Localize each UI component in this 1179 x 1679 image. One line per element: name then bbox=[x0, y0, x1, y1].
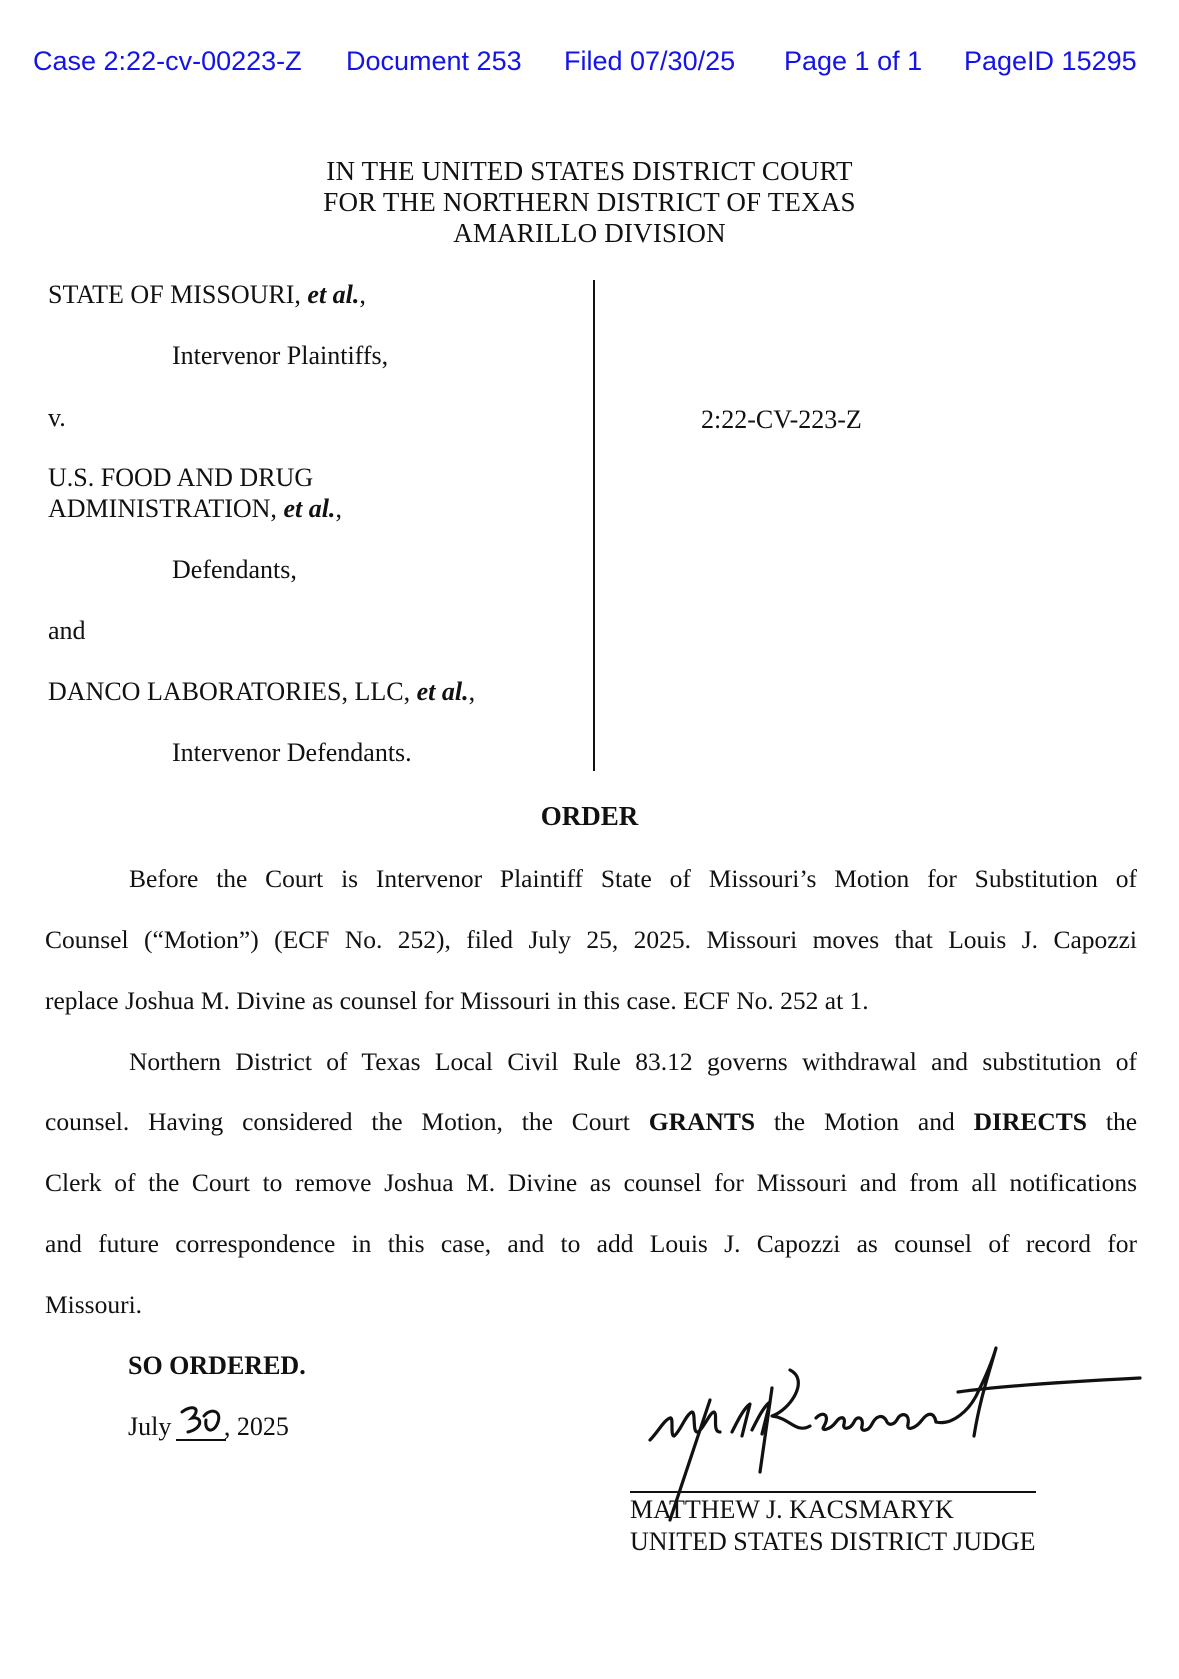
plaintiff-role: Intervenor Plaintiffs, bbox=[172, 341, 389, 370]
paragraph2-line1: Northern District of Texas Local Civil Rule 83.12 governs withdrawal and substitution of bbox=[129, 1047, 1137, 1076]
court-district-line: FOR THE NORTHERN DISTRICT OF TEXAS bbox=[323, 187, 856, 217]
paragraph2-text-a: counsel. Having considered the Motion, the Court bbox=[45, 1107, 630, 1136]
judge-title: UNITED STATES DISTRICT JUDGE bbox=[630, 1527, 1036, 1556]
paragraph2-text-e: the bbox=[1105, 1107, 1138, 1136]
plaintiff-party bbox=[48, 279, 366, 310]
handwritten-date-day bbox=[178, 1414, 224, 1442]
paragraph1-line3: replace Joshua M. Divine as counsel for Missouri in this case. ECF No. 252 at 1. bbox=[45, 986, 869, 1015]
defendant-role: Defendants, bbox=[172, 555, 297, 584]
intervenor-defendant-role: Intervenor Defendants. bbox=[172, 738, 412, 767]
handwritten-day-glyph bbox=[174, 1400, 230, 1448]
conjunction-and: and bbox=[48, 616, 86, 645]
header-filed-date: Filed 07/30/25 bbox=[564, 46, 736, 76]
defendant-comma: , bbox=[335, 494, 342, 523]
court-name-line: IN THE UNITED STATES DISTRICT COURT bbox=[326, 156, 853, 186]
case-number: 2:22-CV-223-Z bbox=[701, 405, 862, 434]
directs-emphasis: DIRECTS bbox=[973, 1107, 1087, 1136]
intervenor-defendant-party bbox=[48, 676, 475, 707]
paragraph2-line2 bbox=[45, 1106, 1137, 1137]
grants-emphasis: GRANTS bbox=[648, 1107, 756, 1136]
paragraph2-line3: Clerk of the Court to remove Joshua M. Divine as counsel for Missouri and from all notifications bbox=[45, 1168, 1137, 1197]
caption-divider bbox=[593, 280, 595, 771]
signature-line bbox=[630, 1491, 1036, 1493]
order-date bbox=[128, 1412, 289, 1442]
plaintiff-et-al: et al. bbox=[307, 280, 360, 309]
paragraph1-line2: Counsel (“Motion”) (ECF No. 252), filed July 25, 2025. Missouri moves that Louis J. Capozzi bbox=[45, 925, 1137, 954]
plaintiff-name: STATE OF MISSOURI, bbox=[48, 280, 301, 309]
so-ordered: SO ORDERED. bbox=[128, 1351, 306, 1380]
paragraph2-line4: and future correspondence in this case, and to add Louis J. Capozzi as counsel of record for bbox=[45, 1229, 1137, 1258]
defendant-name-line1: U.S. FOOD AND DRUG bbox=[48, 463, 314, 492]
defendant-party bbox=[48, 493, 342, 524]
header-page-id: PageID 15295 bbox=[964, 46, 1137, 76]
header-case-number: Case 2:22-cv-00223-Z bbox=[33, 46, 302, 76]
paragraph1-line1: Before the Court is Intervenor Plaintiff State of Missouri’s Motion for Substitution of bbox=[129, 864, 1137, 893]
header-document-number: Document 253 bbox=[346, 46, 522, 76]
defendant-name-line2: ADMINISTRATION, bbox=[48, 494, 277, 523]
date-month: July bbox=[128, 1412, 172, 1441]
versus: v. bbox=[48, 403, 66, 432]
defendant-et-al: et al. bbox=[283, 494, 336, 523]
court-division-line: AMARILLO DIVISION bbox=[453, 218, 726, 248]
judge-name: MATTHEW J. KACSMARYK bbox=[630, 1495, 954, 1524]
intervenor-defendant-name: DANCO LABORATORIES, LLC, bbox=[48, 677, 411, 706]
ecf-header bbox=[0, 46, 1179, 86]
header-page-count: Page 1 of 1 bbox=[784, 46, 923, 76]
date-year: , 2025 bbox=[223, 1412, 289, 1441]
paragraph2-line5: Missouri. bbox=[45, 1290, 143, 1319]
paragraph2-text-c: the Motion and bbox=[773, 1107, 955, 1136]
court-caption bbox=[0, 156, 1179, 249]
intervenor-defendant-comma: , bbox=[468, 677, 476, 706]
intervenor-defendant-et-al: et al. bbox=[416, 677, 469, 706]
order-title: ORDER bbox=[540, 801, 639, 831]
plaintiff-comma: , bbox=[359, 280, 366, 309]
